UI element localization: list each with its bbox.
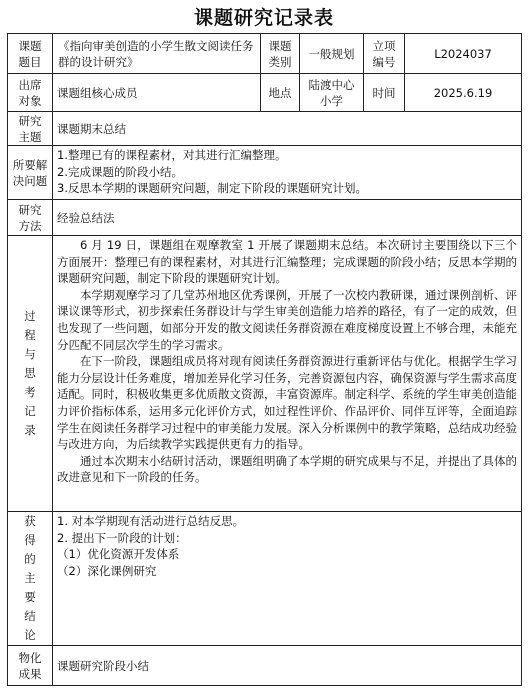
row-method — [8, 200, 522, 236]
record-table — [7, 33, 522, 686]
attendees-value: 课题组核心成员 — [53, 74, 261, 112]
category-value: 一般规划 — [300, 34, 364, 74]
process-label: 过 程 与 思 考 记 录 — [8, 236, 53, 512]
conclusion-item: 1. 对本学期现有活动进行总结反思。 — [57, 514, 245, 528]
problems-label: 所要解 决问题 — [8, 146, 53, 200]
time-value: 2025.6.19 — [405, 74, 522, 112]
process-paragraph: 本学期观摩学习了几堂苏州地区优秀课例，开展了一次校内教研课，通过课例剖析、评课议课等形式，初步探索任务群设计与学生审美创造能力培养的路径，有了一定的成效，但也发现了一些问题，如部分开发的散文阅读任务群资源在难度梯度设置上不够合理，未能充分匹配不同层次学生的学习需求。 — [57, 287, 517, 352]
category-label: 课题 类别 — [261, 34, 300, 74]
approval-label: 立项 编号 — [364, 34, 405, 74]
conclusion-item: （2）深化课例研究 — [57, 563, 157, 578]
method-value: 经验总结法 — [53, 200, 522, 236]
row-attendees — [8, 74, 522, 112]
process-paragraph: 6 月 19 日，课题组在观摩教室 1 开展了课题期末总结。本次研讨主要围绕以下三个方面展开：整理已有的课程素材，对其进行汇编整理；完成课题的阶段小结；反思本学期的课题研究问题，制定下阶段的课题研究计划。 — [57, 238, 517, 286]
method-label: 研究 方法 — [8, 200, 53, 236]
approval-value: L2024037 — [405, 34, 522, 74]
page-title: 课题研究记录表 — [193, 7, 334, 29]
theme-value: 课题期末总结 — [53, 112, 522, 146]
topic-value: 《指向审美创造的小学生散文阅读任务群的设计研究》 — [53, 34, 261, 74]
conclusion-item: 2. 提出下一阶段的计划： — [57, 530, 187, 545]
row-conclusions — [8, 512, 522, 646]
outcome-label: 物化 成果 — [8, 646, 53, 686]
process-record — [53, 236, 522, 512]
conclusions-list — [53, 512, 522, 646]
problem-item: 3.反思本学期的课题研究问题，制定下阶段的课题研究计划。 — [57, 181, 367, 195]
conclusions-label: 获 得 的 主 要 结 论 — [8, 512, 53, 646]
row-theme — [8, 112, 522, 146]
process-paragraph: 在下一阶段，课题组成员将对现有阅读任务群资源进行重新评估与优化。根据学生学习能力分层设计任务难度，增加差异化学习任务，完善资源包内容，确保资源与学生需求高度适配。同时，积极收集更多优质散文资源，丰富资源库。制定科学、系统的学生审美创造能力评价指标体系，运用多元化评价方式，如过程性评价、作品评价、同伴互评等，全面追踪学生在阅读任务群学习过程中的审美能力发展。深入分析课例中的教学策略，总结成功经验与改进方向，为后续教学实践提供更有力的指导。 — [57, 354, 517, 452]
conclusion-item: （1）优化资源开发体系 — [57, 547, 180, 561]
row-process — [8, 236, 522, 512]
location-value: 陆渡中心 小学 — [300, 74, 364, 112]
problem-item: 1.整理已有的课程素材，对其进行汇编整理。 — [57, 148, 287, 162]
problem-item: 2.完成课题的阶段小结。 — [57, 164, 183, 179]
topic-label: 课题 题目 — [8, 34, 53, 74]
problems-list — [53, 146, 522, 200]
outcome-value: 课题研究阶段小结 — [53, 646, 522, 686]
row-topic — [8, 34, 522, 74]
attendees-label: 出席 对象 — [8, 74, 53, 112]
row-outcome — [8, 646, 522, 686]
row-problems — [8, 146, 522, 200]
theme-label: 研究 主题 — [8, 112, 53, 146]
time-label: 时间 — [364, 74, 405, 112]
location-label: 地点 — [261, 74, 300, 112]
process-paragraph: 通过本次期末小结研讨活动，课题组明确了本学期的研究成果与不足，并提出了具体的改进意见和下一阶段的任务。 — [57, 453, 517, 485]
